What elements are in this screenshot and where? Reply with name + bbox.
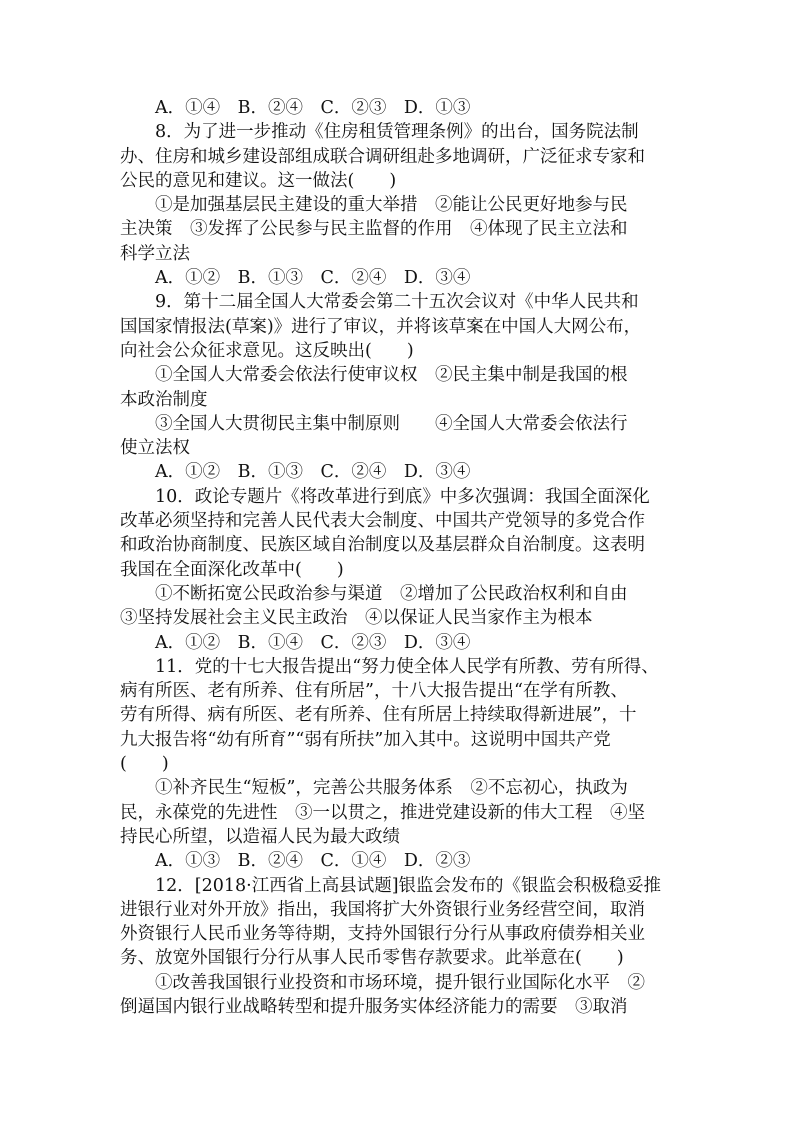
text-line: 国国家情报法(草案)》进行了审议，并将该草案在中国人大网公布， [120,316,642,337]
text-line: 使立法权 [120,438,190,459]
text-line: 12．[2018·江西省上高县试题]银监会发布的《银监会积极稳妥推 [155,875,662,896]
text-line: 公民的意见和建议。这一做法( ) [120,170,397,191]
document-page [120,96,680,1019]
text-line: 办、住房和城乡建设部组成联合调研组赴多地调研，广泛征求专家和 [120,146,645,167]
text-line: ③坚持发展社会主义民主政治 ④以保证人民当家作主为根本 [120,608,593,629]
text-line: ①全国人大常委会依法行使审议权 ②民主集中制是我国的根 [155,365,628,386]
text-line: 科学立法 [120,243,190,264]
text-line: ①改善我国银行业投资和市场环境，提升银行业国际化水平 ② [155,972,645,993]
text-line: 劳有所得、病有所医、老有所养、住有所居上持续取得新进展”，十 [120,705,637,726]
text-line: 11．党的十七大报告提出“努力使全体人民学有所教、劳有所得、 [155,656,659,677]
text-line: 倒逼国内银行业战略转型和提升服务实体经济能力的需要 ③取消 [120,996,628,1017]
text-line: 民，永葆党的先进性 ③一以贯之，推进党建设新的伟大工程 ④坚 [120,802,645,823]
text-line: A．①③ B．②④ C．①④ D．②③ [155,851,471,872]
text-line: 主决策 ③发挥了公民参与民主监督的作用 ④体现了民主立法和 [120,219,628,240]
text-line: ( ) [120,754,169,775]
text-line: 外资银行人民币业务等待期，支持外国银行分行从事政府债券相关业 [120,924,645,945]
text-line: 8．为了进一步推动《住房租赁管理条例》的出台，国务院法制 [155,122,639,143]
text-line: 进银行业对外开放》指出，我国将扩大外资银行业务经营空间，取消 [120,899,645,920]
text-line: A．①② B．①③ C．②④ D．③④ [155,462,471,483]
text-line: 9．第十二届全国人大常委会第二十五次会议对《中华人民共和 [155,292,639,313]
text-line: 本政治制度 [120,389,208,410]
text-line: A．①② B．①④ C．②③ D．③④ [155,632,471,653]
text-line: ③全国人大贯彻民主集中制原则 ④全国人大常委会依法行 [155,413,628,434]
text-line: ①不断拓宽公民政治参与渠道 ②增加了公民政治权利和自由 [155,583,628,604]
text-line: 和政治协商制度、民族区域自治制度以及基层群众自治制度。这表明 [120,535,645,556]
text-line: 向社会公众征求意见。这反映出( ) [120,340,414,361]
text-line: 10．政论专题片《将改革进行到底》中多次强调：我国全面深化 [155,486,650,507]
text-line: A．①④ B．②④ C．②③ D．①③ [155,98,471,118]
text-line: ①补齐民生“短板”，完善公共服务体系 ②不忘初心，执政为 [155,778,628,799]
text-line: 我国在全面深化改革中( ) [120,559,344,580]
text-line: 改革必须坚持和完善人民代表大会制度、中国共产党领导的多党合作 [120,511,645,532]
text-line: A．①② B．①③ C．②④ D．③④ [155,268,471,289]
text-line: 务、放宽外国银行分行从事人民币零售存款要求。此举意在( ) [120,948,624,969]
text-line: 持民心所望，以造福人民为最大政绩 [120,826,400,847]
text-line: 病有所医、老有所养、住有所居”，十八大报告提出“在学有所教、 [120,681,628,702]
text-line: 九大报告将“幼有所育”“弱有所扶”加入其中。这说明中国共产党 [120,729,611,750]
text-line: ①是加强基层民主建设的重大举措 ②能让公民更好地参与民 [155,195,628,216]
